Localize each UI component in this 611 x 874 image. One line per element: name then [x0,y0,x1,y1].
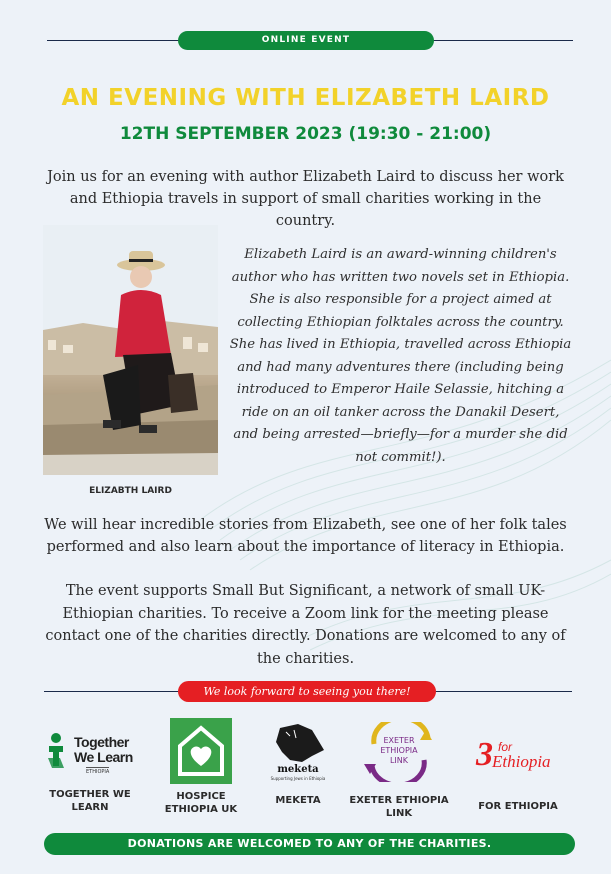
twl-line2: We Learn [74,749,133,765]
intro-paragraph: Join us for an evening with author Elizabeth Laird to discuss her work and Ethiopia travels in support of small charities working in the country. [47,169,564,229]
exeter-line1: EXETER [383,736,415,745]
exeter-ethiopia-label: EXETER ETHIOPIA LINK [349,795,449,819]
for-ethiopia-for: for [498,740,513,754]
see-you-banner: We look forward to seeing you there! [178,681,436,702]
together-we-learn-label: TOGETHER WE LEARN [49,789,131,813]
house-heart-icon [170,718,232,784]
meketa-label: MEKETA [275,795,321,806]
exeter-ethiopia-logo [362,722,436,782]
hospice-ethiopia-label: HOSPICE ETHIOPIA UK [164,791,238,815]
together-we-learn-logo [46,728,136,782]
for-ethiopia-word: Ethiopia [492,752,551,771]
event-title: AN EVENING WITH ELIZABETH LAIRD [61,85,550,111]
exeter-line2: ETHIOPIA [380,746,418,755]
event-description: We will hear incredible stories from Elizabeth, see one of her folk tales performed and also learn about the importance of literacy in Ethiopia. [44,517,567,555]
hospice-ethiopia-logo [170,718,232,784]
twl-line3: ETHIOPIA [86,769,110,775]
meketa-wordmark: meketa [277,764,319,775]
for-ethiopia-3: 3 [476,736,493,773]
exeter-line3: LINK [389,756,409,765]
meketa-tagline: Supporting Jews in Ethiopia [270,776,326,781]
meketa-logo [268,722,328,782]
ethiopia-map-icon [268,722,328,766]
photo-caption: ELIZABTH LAIRD [89,486,172,496]
for-ethiopia-label: FOR ETHIOPIA [478,801,558,812]
donations-banner: DONATIONS ARE WELCOMED TO ANY OF THE CHARITIES. [44,833,575,855]
twl-line1: Together [74,734,129,750]
online-event-badge: ONLINE EVENT [178,31,434,50]
author-bio: Elizabeth Laird is an award-winning children's author who has written two novels set in Ethiopia. She is also responsible for a project aimed at collecting Ethiopian folktales across the country. She has lived in Ethiopia, travelled across Ethiopia and had many adventures there (including being introduced to Emperor Haile Selassie, hitching a ride on an oil tanker across the Danakil Desert, and being arrested—briefly—for a murder she did not commit!). [229,247,572,465]
author-photo [43,225,218,475]
event-date: 12TH SEPTEMBER 2023 (19:30 - 21:00) [119,124,492,144]
charity-info: The event supports Small But Significant, a network of small UK-Ethiopian charities. To receive a Zoom link for the meeting please contact one of the charities directly. Donations are welcomed to any of the charities. [45,583,566,667]
for-ethiopia-logo [476,738,566,778]
